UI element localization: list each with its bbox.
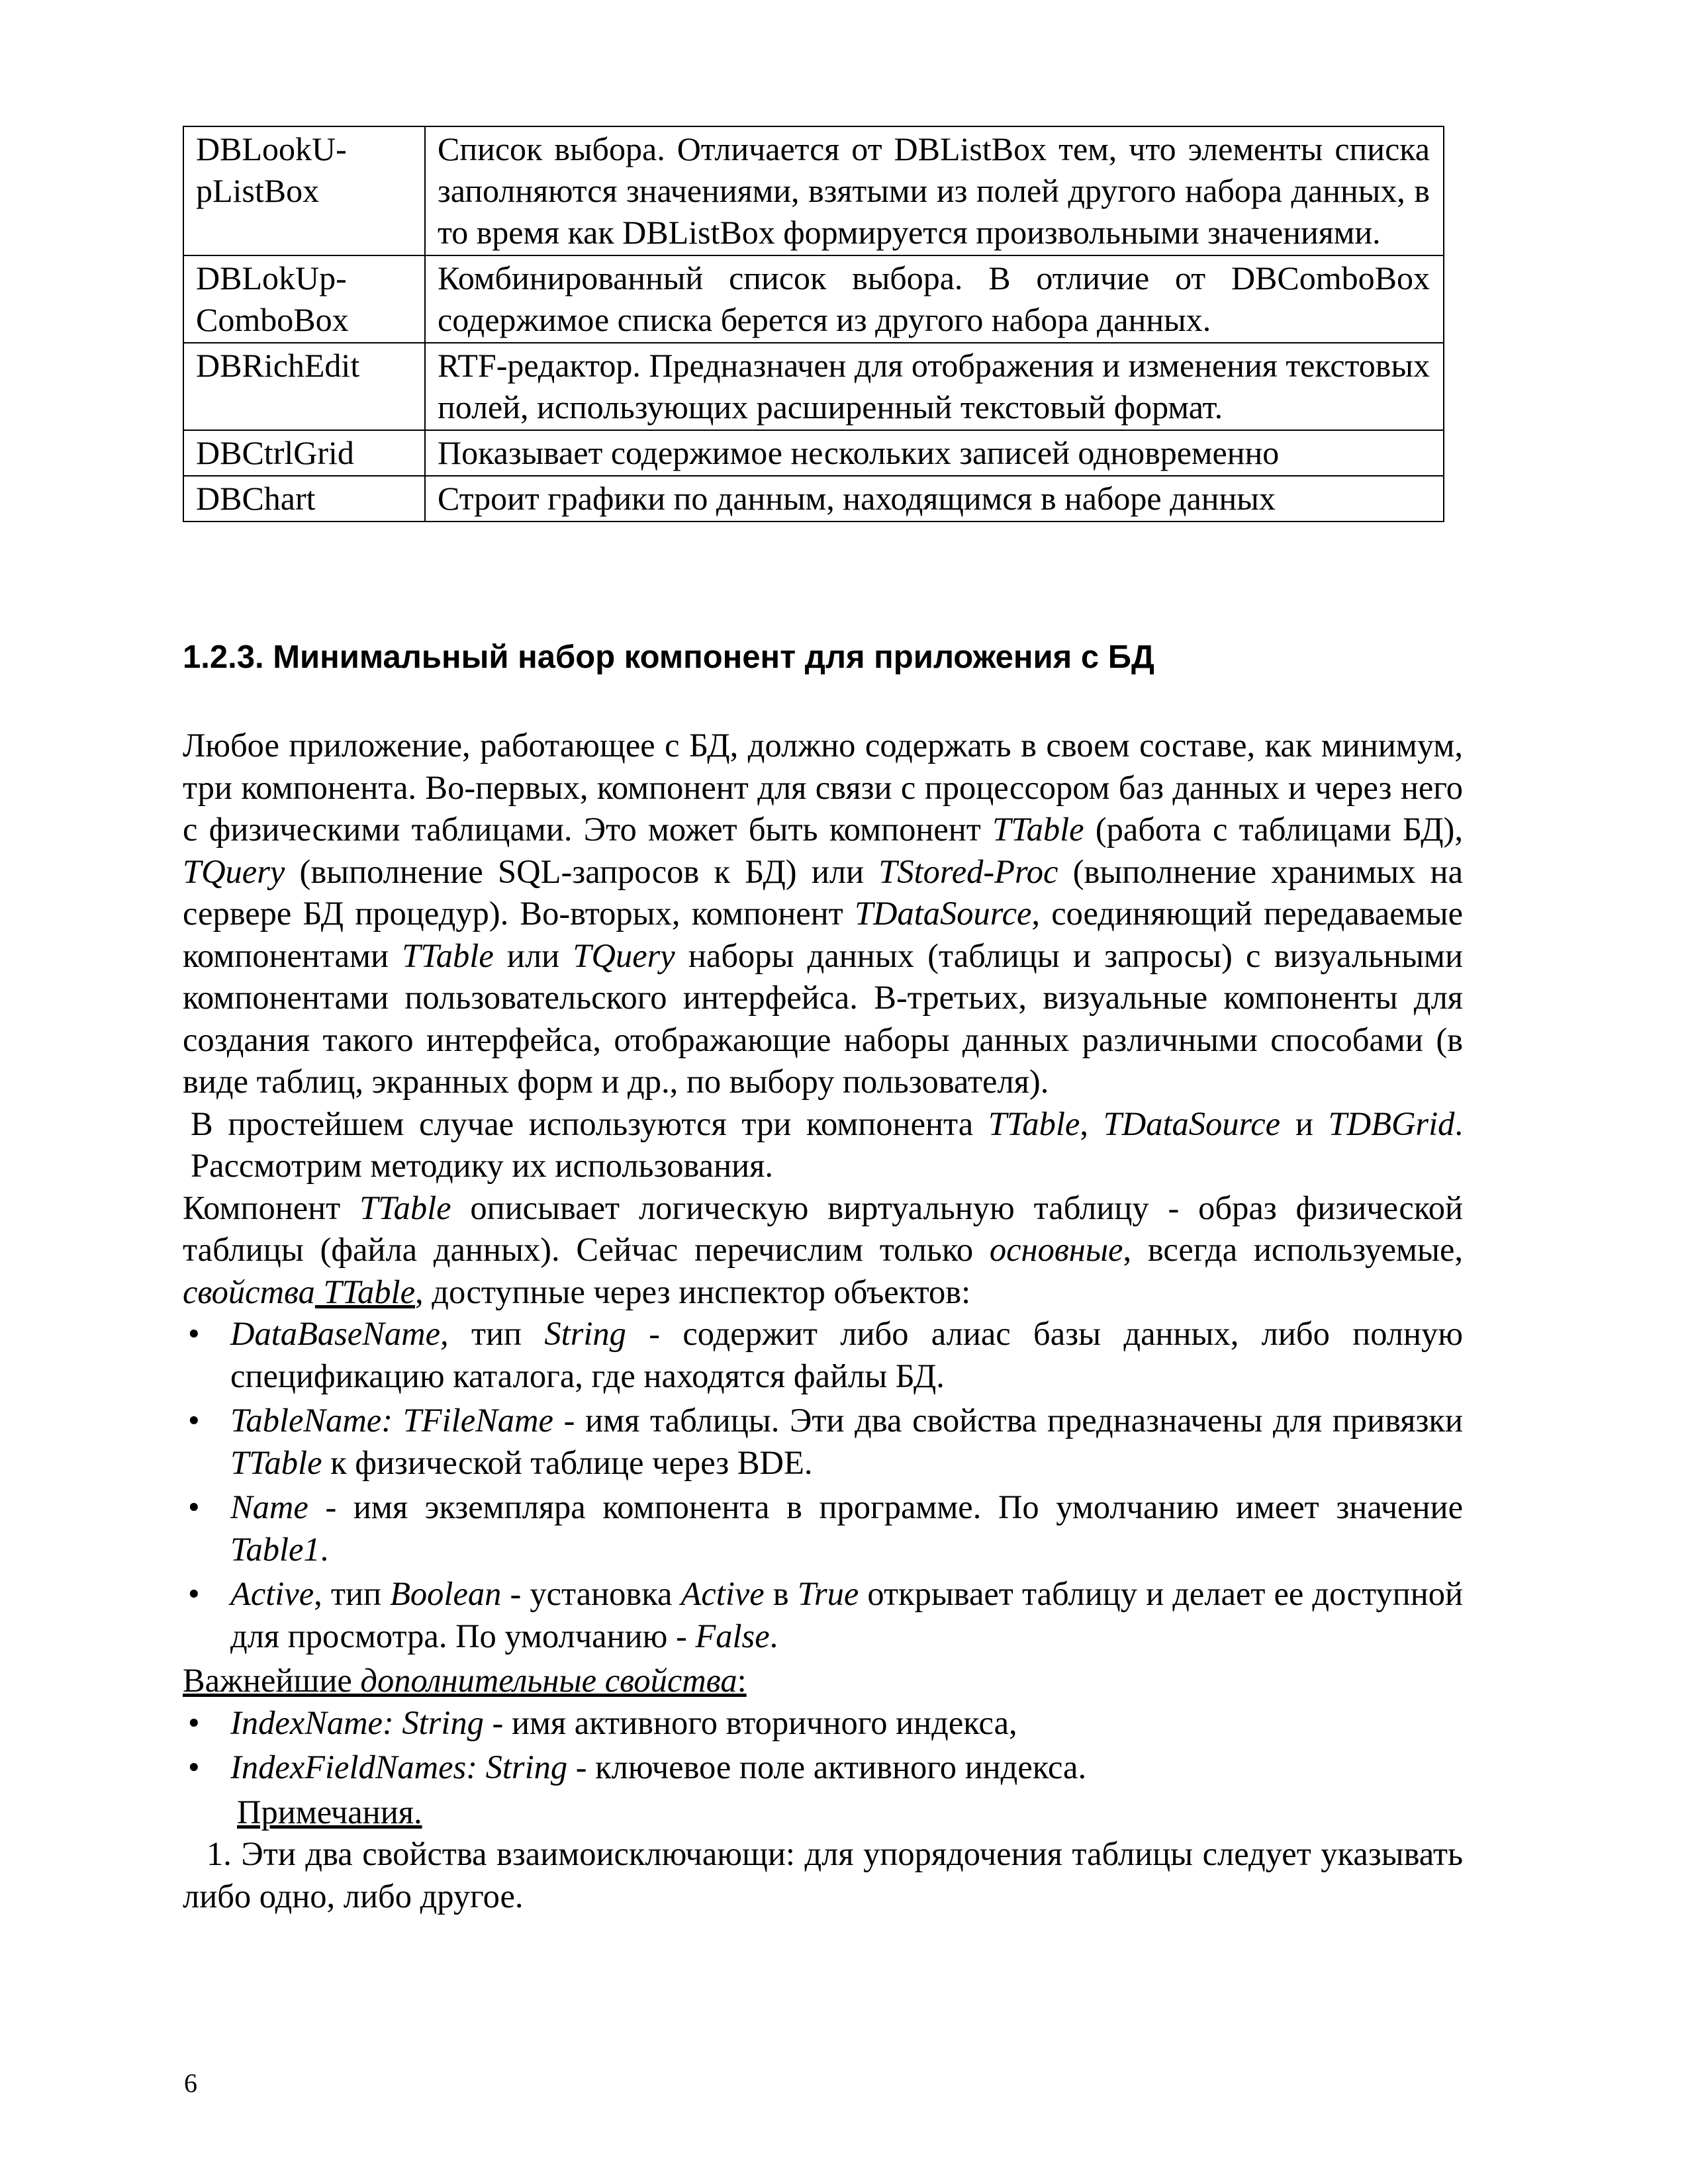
bullet-icon: •	[188, 1315, 200, 1352]
bullet-icon: •	[188, 1488, 200, 1525]
italic-run: TQuery	[183, 852, 285, 890]
list-item	[183, 1702, 1463, 1745]
text-run: - содержит либо алиас базы данных, либо полную спецификацию каталога, где находятся файлы БД.	[230, 1315, 1464, 1394]
text-run: - имя экземпляра компонента в программе. По умолчанию имеет значение	[308, 1488, 1463, 1525]
note-1: 1. Эти два свойства взаимоисключающи: для упорядочения таблицы следует указывать либо одно, либо другое.	[183, 1835, 1463, 1915]
table-row	[183, 255, 1444, 343]
text-run: (работа с таблицами БД),	[1084, 811, 1464, 848]
italic-run: True	[797, 1575, 859, 1612]
text-run: и	[1280, 1105, 1329, 1142]
additional-properties-list	[183, 1702, 1463, 1789]
component-name: DBLokUp-ComboBox	[183, 255, 425, 343]
underlined-italic-run: дополнительные свойства	[360, 1662, 737, 1699]
list-item	[183, 1573, 1463, 1657]
text-run: , доступные через инспектор объектов:	[415, 1273, 971, 1310]
italic-run: TTable	[992, 811, 1084, 848]
bullet-icon: •	[188, 1704, 200, 1741]
list-item	[183, 1313, 1463, 1397]
text-run: В простейшем случае используются три компонента	[191, 1105, 988, 1142]
italic-run: Boolean	[390, 1575, 502, 1612]
component-name: DBLookU-pListBox	[183, 126, 425, 255]
text-run: Компонент	[183, 1189, 360, 1226]
italic-run: Table1	[230, 1530, 320, 1568]
italic-run: Active	[680, 1575, 765, 1612]
page-number: 6	[184, 2068, 197, 2098]
underlined-run: :	[737, 1662, 747, 1699]
paragraph-intro	[183, 725, 1463, 1103]
table-row	[183, 476, 1444, 522]
italic-run: IndexFieldNames: String	[230, 1749, 568, 1786]
italic-run: TTable	[359, 1189, 451, 1226]
component-name: DBCtrlGrid	[183, 430, 425, 476]
list-item	[183, 1486, 1463, 1570]
text-run: - имя активного вторичного индекса,	[483, 1704, 1017, 1741]
paragraph-simple-case	[183, 1103, 1463, 1187]
italic-run: TStored-Proc	[878, 852, 1058, 890]
main-properties-list	[183, 1313, 1463, 1657]
text-run: открывает таблицу и делает ее доступной для просмотра. По умолчанию -	[230, 1575, 1464, 1655]
list-item	[183, 1400, 1463, 1484]
text-run: - ключевое поле активного индекса.	[567, 1749, 1087, 1786]
bullet-icon: •	[188, 1749, 200, 1786]
notes-title	[183, 1792, 1463, 1834]
list-item	[183, 1747, 1463, 1789]
italic-run: TDBGrid	[1328, 1105, 1455, 1142]
text-run: наборы данных (таблицы и запросы) с визуальными компонентами пользовательского интерфейса. В-третьих, визуальные компоненты для создания такого интерфейса, отображающие наборы данных различными способами (в виде таблиц, экранных форм и др., по выбору пользователя).	[183, 936, 1463, 1100]
italic-run: TTable	[988, 1105, 1080, 1142]
italic-run: Active	[230, 1575, 314, 1612]
text-run: - установка	[501, 1575, 681, 1612]
italic-run: Name	[230, 1488, 308, 1525]
bullet-icon: •	[188, 1402, 200, 1439]
component-name: DBRichEdit	[183, 343, 425, 430]
bullet-icon: •	[188, 1575, 200, 1612]
italic-run: DataBaseName,	[230, 1315, 449, 1352]
component-name: DBChart	[183, 476, 425, 522]
text-run: к физической таблице через BDE.	[322, 1443, 813, 1481]
components-table	[183, 126, 1444, 522]
italic-run: TTable	[230, 1443, 322, 1481]
table-row	[183, 430, 1444, 476]
text-run: (выполнение SQL-запросов к БД) или	[285, 852, 879, 890]
component-description: Показывает содержимое нескольких записей одновременно	[425, 430, 1444, 476]
text-run: , тип	[314, 1575, 391, 1612]
text-run: , соединяющий передаваемые компонентами	[183, 895, 1463, 974]
component-description: RTF-редактор. Предназначен для отображения и изменения текстовых полей, использующих расширенный текстовый формат.	[425, 343, 1444, 430]
text-run: .	[769, 1617, 778, 1655]
table-row	[183, 343, 1444, 430]
text-run: в	[764, 1575, 798, 1612]
underlined-run: Важнейшие	[183, 1662, 361, 1699]
text-run: Любое приложение, работающее с БД, должно содержать в своем составе, как минимум, три компонента. Во-первых, компонент для связи с процессором баз данных и через него с физическими таблицами. Это может быть компонент	[183, 727, 1463, 848]
italic-run: TDataSource	[854, 895, 1032, 932]
section-heading: 1.2.3. Минимальный набор компонент для приложения с БД	[183, 639, 1154, 675]
text-run: или	[493, 936, 573, 974]
paragraph-ttable	[183, 1187, 1463, 1314]
component-description: Список выбора. Отличается от DBListBox тем, что элементы списка заполняются значениями, взятыми из полей другого набора данных, в то время как DBListBox формируется произвольными значениями.	[425, 126, 1444, 255]
underlined-run: TTable	[314, 1273, 415, 1310]
italic-run: основные	[989, 1231, 1123, 1268]
underlined-run: Примечания.	[237, 1793, 422, 1831]
italic-run: TQuery	[573, 936, 675, 974]
italic-run: IndexName: String	[230, 1704, 484, 1741]
additional-properties-heading	[183, 1660, 1463, 1702]
body-text	[183, 725, 1463, 1917]
text-run: тип	[448, 1315, 545, 1352]
italic-run: свойства	[183, 1273, 315, 1310]
text-run: ,	[1080, 1105, 1103, 1142]
text-run: , всегда используемые,	[1123, 1231, 1463, 1268]
italic-run: TableName: TFileName	[230, 1402, 553, 1439]
text-run: . Рассмотрим методику их использования.	[191, 1105, 1463, 1184]
text-run: описывает логическую виртуальную таблицу - образ физической таблицы (файла данных). Сейчас перечислим только	[183, 1189, 1463, 1268]
text-run: (выполнение хранимых на сервере БД процедур). Во-вторых, компонент	[183, 852, 1463, 932]
text-run: .	[320, 1530, 329, 1568]
italic-run: TTable	[402, 936, 494, 974]
component-description: Комбинированный список выбора. В отличие от DBComboBox содержимое списка берется из другого набора данных.	[425, 255, 1444, 343]
component-description: Строит графики по данным, находящимся в наборе данных	[425, 476, 1444, 522]
table-row	[183, 126, 1444, 255]
italic-run: TDataSource	[1103, 1105, 1281, 1142]
text-run: - имя таблицы. Эти два свойства предназначены для привязки	[553, 1402, 1463, 1439]
italic-run: String	[544, 1315, 626, 1352]
italic-run: False	[695, 1617, 770, 1655]
